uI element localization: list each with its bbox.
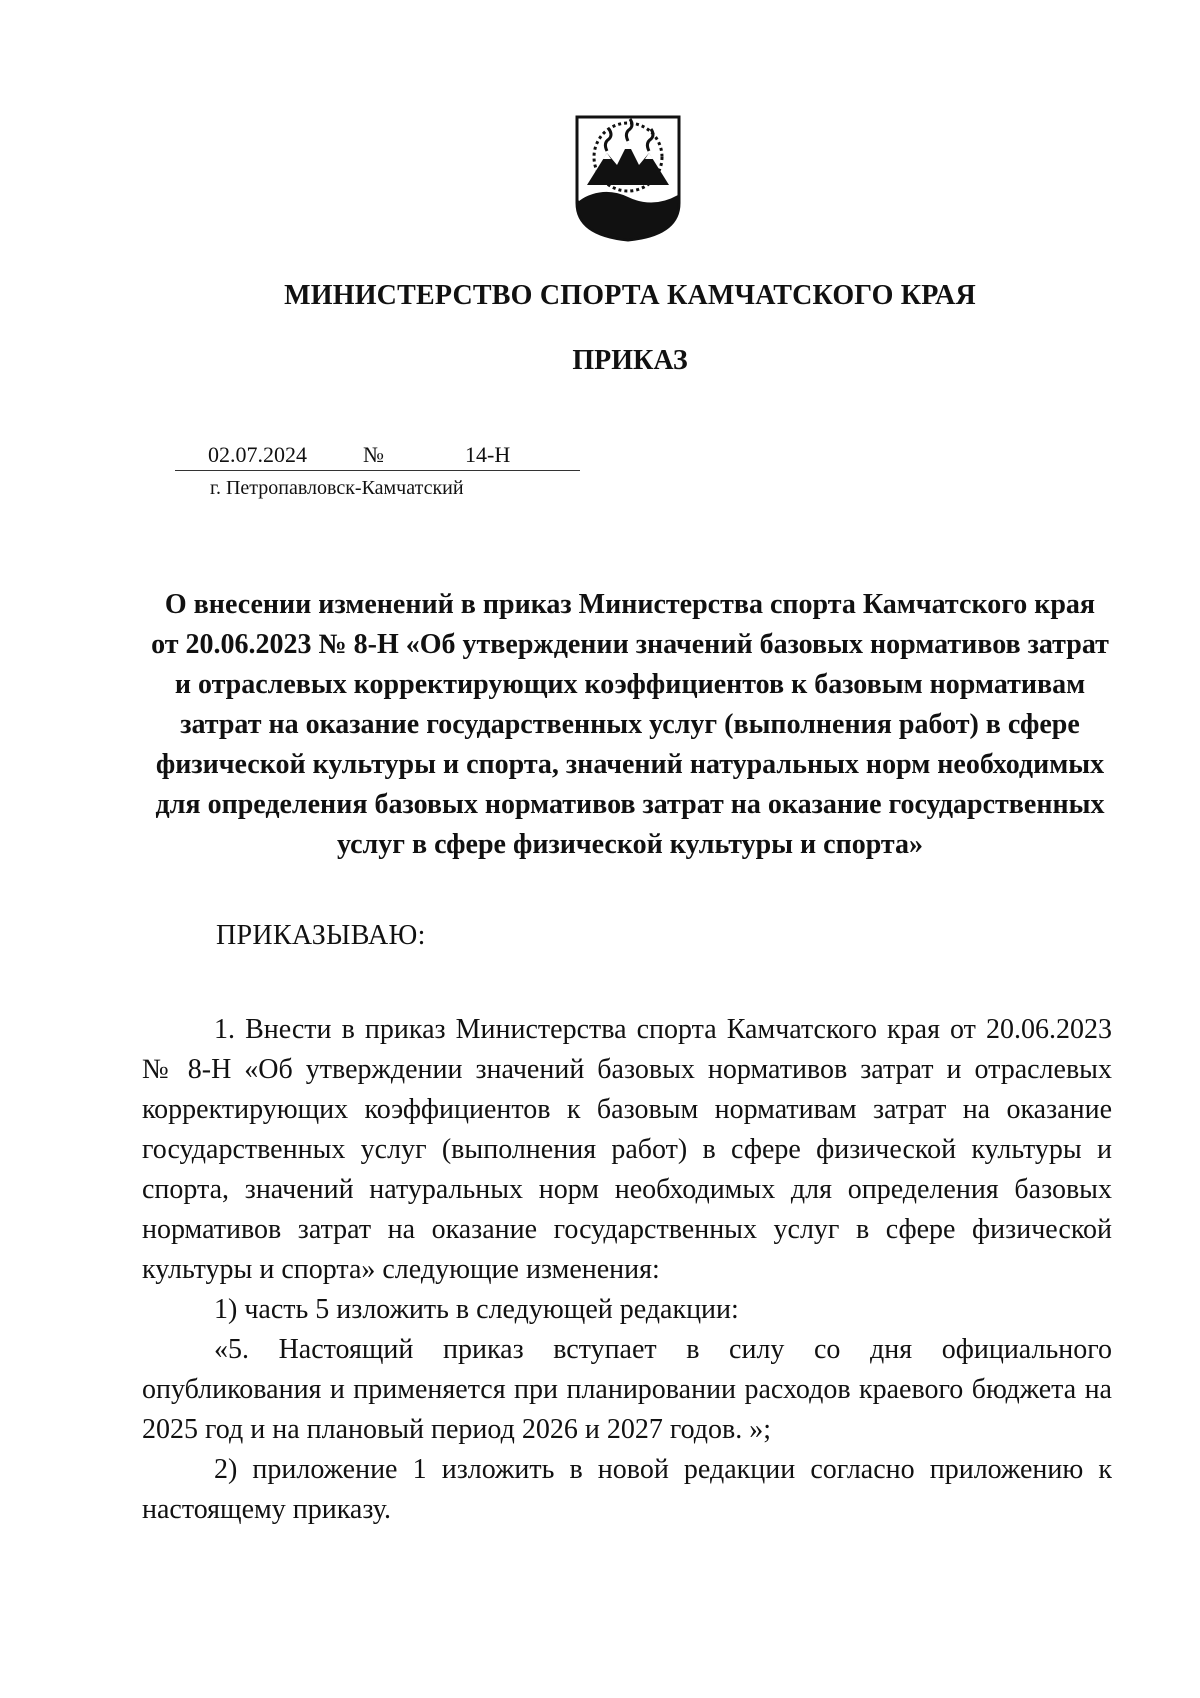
paragraph: «5. Настоящий приказ вступает в силу со дня официального опубликования и применяется при планировании расходов краевого бюджета на 2025 год и на плановый период 2026 и 2027 годов. »; bbox=[142, 1334, 1112, 1445]
document-city: г. Петропавловск-Камчатский bbox=[210, 477, 464, 499]
paragraph: 1. Внести в приказ Министерства спорта Камчатского края от 20.06.2023 № 8-Н «Об утверждении значений базовых нормативов затрат и отраслевых корректирующих коэффициентов к базовым нормативам затрат на оказание государственных услуг (выполнения работ) в сфере физической культуры и спорта, значений натуральных норм необходимых для определения базовых нормативов затрат на оказание государственных услуг в сфере физической культуры и спорта» следующие изменения: bbox=[142, 1014, 1112, 1285]
paragraph: 2) приложение 1 изложить в новой редакции согласно приложению к настоящему приказу. bbox=[142, 1454, 1112, 1525]
command-word: ПРИКАЗЫВАЮ: bbox=[216, 920, 426, 951]
document-number: 14-Н bbox=[465, 442, 511, 467]
organization-title: МИНИСТЕРСТВО СПОРТА КАМЧАТСКОГО КРАЯ bbox=[284, 280, 976, 311]
paragraph: 1) часть 5 изложить в следующей редакции: bbox=[214, 1294, 739, 1325]
kamchatka-coat-of-arms-icon bbox=[573, 113, 683, 243]
number-sign: № bbox=[363, 442, 384, 467]
document-type: ПРИКАЗ bbox=[572, 345, 688, 376]
document-subject: О внесении изменений в приказ Министерства спорта Камчатского края от 20.06.2023 № 8-Н «Об утверждении значений базовых нормативов затрат и отраслевых корректирующих коэффициентов к базовым нормативам затрат на оказание государственных услуг (выполнения работ) в сфере физической культуры и спорта, значений натуральных норм необходимых для определения базовых нормативов затрат на оказание государственных услуг в сфере физической культуры и спорта» bbox=[151, 589, 1109, 860]
document-date: 02.07.2024 bbox=[208, 442, 307, 467]
document-body bbox=[142, 1010, 1112, 1530]
registration-line bbox=[175, 440, 580, 471]
